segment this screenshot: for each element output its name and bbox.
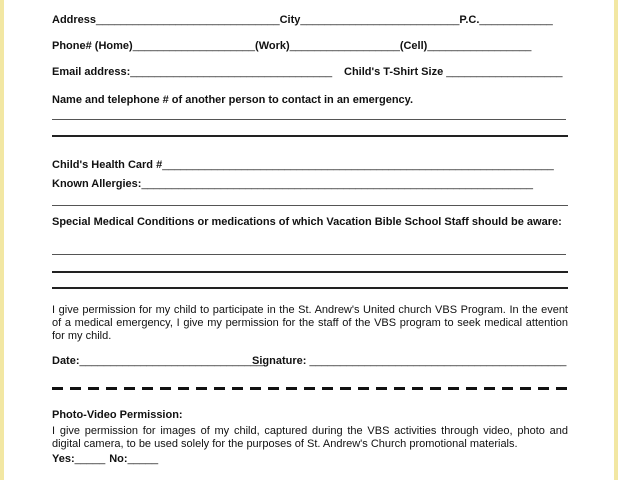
signature-field[interactable]: __________________________________________: [309, 355, 567, 367]
date-signature-row: [52, 355, 263, 368]
registration-form: [4, 0, 614, 480]
tshirt-row: [344, 66, 563, 79]
address-label: Address: [52, 14, 97, 26]
yes-no-row: [52, 453, 158, 466]
postal-code-field[interactable]: ____________: [479, 14, 553, 26]
date-label: Date:: [52, 355, 80, 367]
date-field[interactable]: ______________________________: [79, 355, 264, 367]
signature-label: Signature:: [252, 355, 307, 367]
city-label: City: [279, 14, 301, 26]
city-field[interactable]: __________________________: [300, 14, 460, 26]
allergies-row: [52, 178, 533, 191]
allergies-label: Known Allergies:: [52, 178, 142, 190]
work-phone-label: (Work): [255, 40, 290, 52]
yes-field[interactable]: _____: [74, 453, 106, 465]
allergies-field[interactable]: ________________________________________________________________: [141, 178, 533, 190]
medical-line-3[interactable]: [52, 287, 568, 289]
home-phone-field[interactable]: ____________________: [132, 40, 256, 52]
phone-row: [52, 40, 531, 53]
health-card-label: Child's Health Card #: [52, 159, 163, 171]
emergency-contact-line-2[interactable]: [52, 135, 568, 137]
email-row: [52, 66, 332, 79]
no-field[interactable]: _____: [127, 453, 159, 465]
email-field[interactable]: _________________________________: [130, 66, 333, 78]
email-label: Email address:: [52, 66, 131, 78]
address-field[interactable]: ______________________________: [96, 14, 280, 26]
photo-video-heading: Photo-Video Permission:: [52, 409, 183, 421]
medical-line-1[interactable]: [52, 254, 566, 255]
emergency-contact-line-1[interactable]: [52, 119, 566, 120]
cell-phone-field[interactable]: _________________: [427, 40, 532, 52]
health-card-row: [52, 159, 554, 172]
tshirt-size-field[interactable]: ___________________: [446, 66, 563, 78]
address-row: [52, 14, 553, 27]
cut-dashed-line: [52, 387, 568, 390]
health-card-field[interactable]: ________________________________________________________________: [162, 159, 554, 171]
tshirt-size-label: Child's T-Shirt Size: [344, 66, 444, 78]
photo-video-permission-text: I give permission for images of my child, captured during the VBS activities through video, photo and digital camera, to be used solely for the purposes of St. Andrew's Church promotional materials.: [52, 425, 568, 450]
work-phone-field[interactable]: __________________: [289, 40, 400, 52]
postal-code-label: P.C.: [459, 14, 480, 26]
medical-conditions-label: Special Medical Conditions or medications of which Vacation Bible School Staff should be aware:: [52, 216, 562, 228]
participation-permission-text: I give permission for my child to participate in the St. Andrew's United church VBS Program. In the event of a medical emergency, I give my permission for the staff of the VBS program to seek medical attention for my child.: [52, 304, 568, 342]
allergies-line-2[interactable]: [52, 205, 568, 206]
cell-phone-label: (Cell): [399, 40, 428, 52]
emergency-contact-label: Name and telephone # of another person to contact in an emergency.: [52, 94, 414, 106]
medical-line-2[interactable]: [52, 271, 568, 273]
no-label: No:: [109, 453, 128, 465]
yes-label: Yes:: [52, 453, 75, 465]
signature-row: [252, 355, 566, 368]
home-phone-label: Phone# (Home): [52, 40, 133, 52]
